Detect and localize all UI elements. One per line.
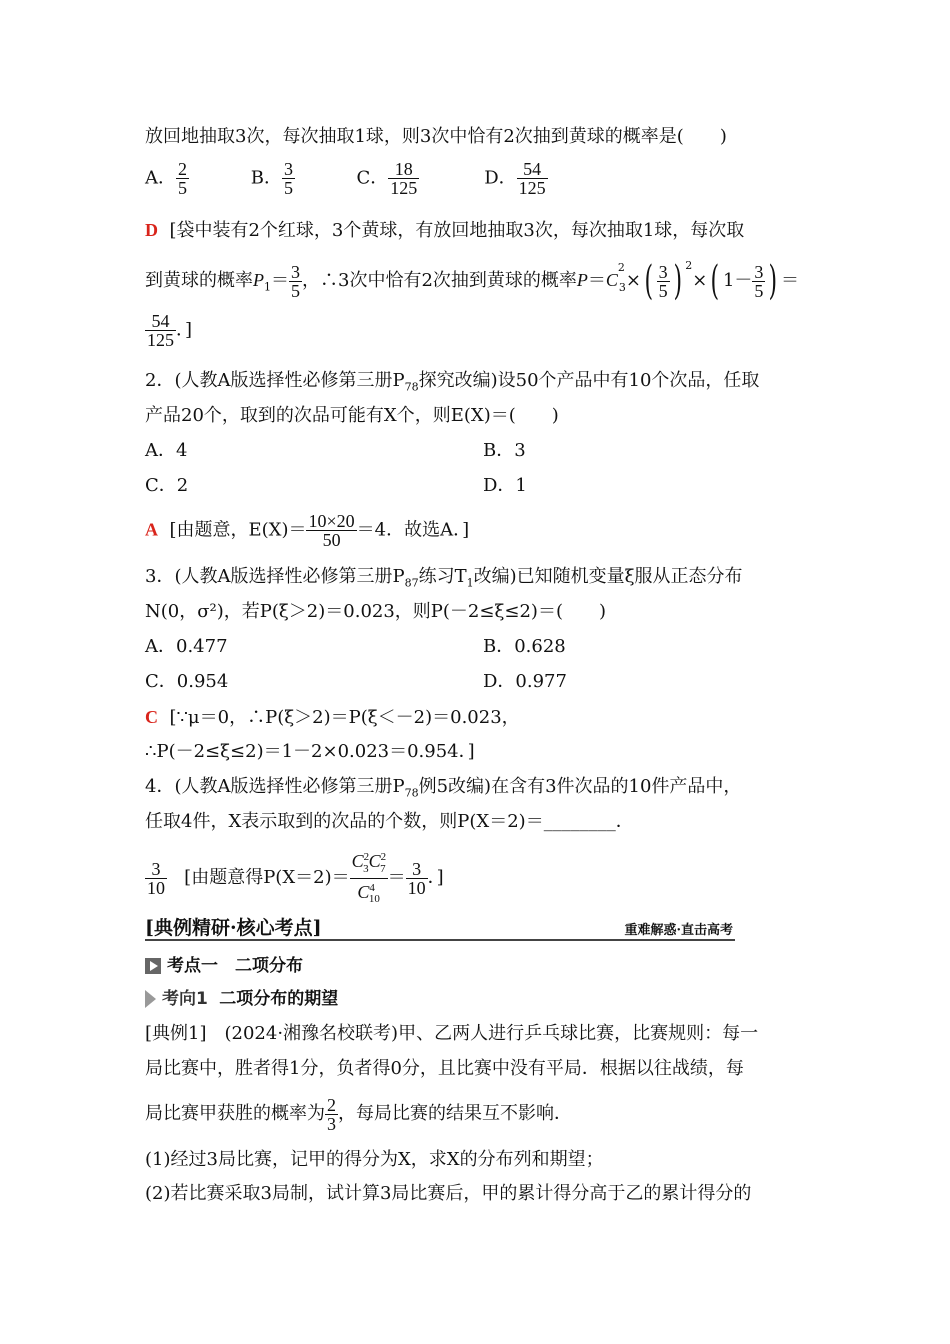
kaodian-heading: 考点一 二项分布 [145, 954, 303, 978]
q4-stem-line2: 任取4件，X表示取到的次品的个数，则P(X＝2)＝________． [145, 811, 634, 832]
q1-answer: D [145, 220, 158, 240]
q3-option-b[interactable]: B．0.628 [483, 636, 566, 657]
q1-option-b[interactable]: B． $\frac{3}{5}$ [250, 159, 293, 198]
q4-answer: $\frac{3}{10}$ [147, 858, 165, 898]
example-line3: 局比赛甲获胜的概率为 $\frac{2}{3}$ ，每局比赛的结果互不影响． [145, 1094, 572, 1134]
example-part2: (2)若比赛采取3局制，试计算3局比赛后，甲的累计得分高于乙的累计得分的 [145, 1183, 752, 1204]
q1-option-a[interactable]: A． $\frac{2}{5}$ [145, 159, 187, 198]
q3-option-c[interactable]: C．0.954 [145, 671, 229, 692]
q2-stem-line2: 产品20个，取到的次品可能有X个，则E(X)＝( ) [145, 405, 559, 426]
q3-stem-line1: 3．(人教A版选择性必修第三册$P_{87}$练习$T_1$改编)已知随机变量ξ服从正态分布 [145, 566, 743, 590]
play-icon [145, 958, 161, 974]
q3-answer: C [145, 707, 158, 727]
q4-solution: $\frac{3}{10}$ [由题意得P(X＝2)＝ $\frac{C^2_3C^2_7}{C^4_{10}}$ ＝ $\frac{3}{10}$ ．] [145, 848, 444, 908]
q3-solution-line1: C [∵μ＝0，∴P(ξ＞2)＝P(ξ＜－2)＝0.023， [145, 707, 520, 728]
example-part1: (1)经过3局比赛，记甲的得分为X，求X的分布列和期望； [145, 1149, 604, 1170]
kaoxiang-heading: 考向1 二项分布的期望 [145, 987, 338, 1011]
q1-option-d[interactable]: D． $\frac{54}{125}$ [484, 159, 546, 198]
q2-stem-line1: 2．(人教A版选择性必修第三册$P_{78}$探究改编)设50个产品中有10个次品，任取 [145, 370, 760, 394]
q3-stem-line2: N(0，σ²)，若P(ξ＞2)＝0.023，则P(－2≤ξ≤2)＝( ) [145, 601, 606, 622]
q2-option-d[interactable]: D．1 [483, 475, 527, 496]
q1-solution-result: $\frac{54}{125}$ ．] [147, 311, 193, 350]
q2-solution: A [由题意，E(X)＝ $\frac{10\times 20}{50}$ ＝4．故选A．] [145, 511, 470, 550]
q3-solution-line2: ∴P(－2≤ξ≤2)＝1－2×0.023＝0.954．] [145, 741, 475, 762]
q2-option-c[interactable]: C．2 [145, 475, 189, 496]
q1-solution-line1: D [袋中装有2个红球，3个黄球，有放回地抽取3次，每次抽取1球，每次取 [145, 220, 745, 241]
example-line1: [典例1] (2024·湘豫名校联考)甲、乙两人进行乒乓球比赛，比赛规则：每一 [145, 1023, 759, 1044]
q2-answer: A [145, 519, 158, 540]
arrow-icon [145, 990, 156, 1008]
q3-option-a[interactable]: A．0.477 [145, 636, 228, 657]
q2-option-b[interactable]: B．3 [483, 440, 526, 461]
section-title: [典例精研·核心考点] [145, 917, 322, 939]
example-line2: 局比赛中，胜者得1分，负者得0分，且比赛中没有平局．根据以往战绩，每 [145, 1058, 744, 1079]
q1-solution-line2: 到黄球的概率$P_1=$ $\frac{3}{5}$ ，∴3次中恰有2次抽到黄球的概率$P=C^2_3\times$( $\frac{3}{5}$ ) $^2$×( 1－ $\frac{3}{5}$ ) ＝ [145, 258, 799, 304]
q1-option-c[interactable]: C． $\frac{18}{125}$ [356, 159, 418, 198]
q1-stem: 放回地抽取3次，每次抽取1球，则3次中恰有2次抽到黄球的概率是( ) [145, 126, 727, 147]
section-subtitle: 重难解惑·直击高考 [624, 923, 733, 938]
q3-option-d[interactable]: D．0.977 [483, 671, 567, 692]
section-header [145, 913, 735, 941]
q1-options [145, 160, 548, 197]
q2-option-a[interactable]: A．4 [145, 440, 188, 461]
q4-stem-line1: 4．(人教A版选择性必修第三册$P_{78}$例5改编)在含有3件次品的10件产品中， [145, 776, 742, 800]
